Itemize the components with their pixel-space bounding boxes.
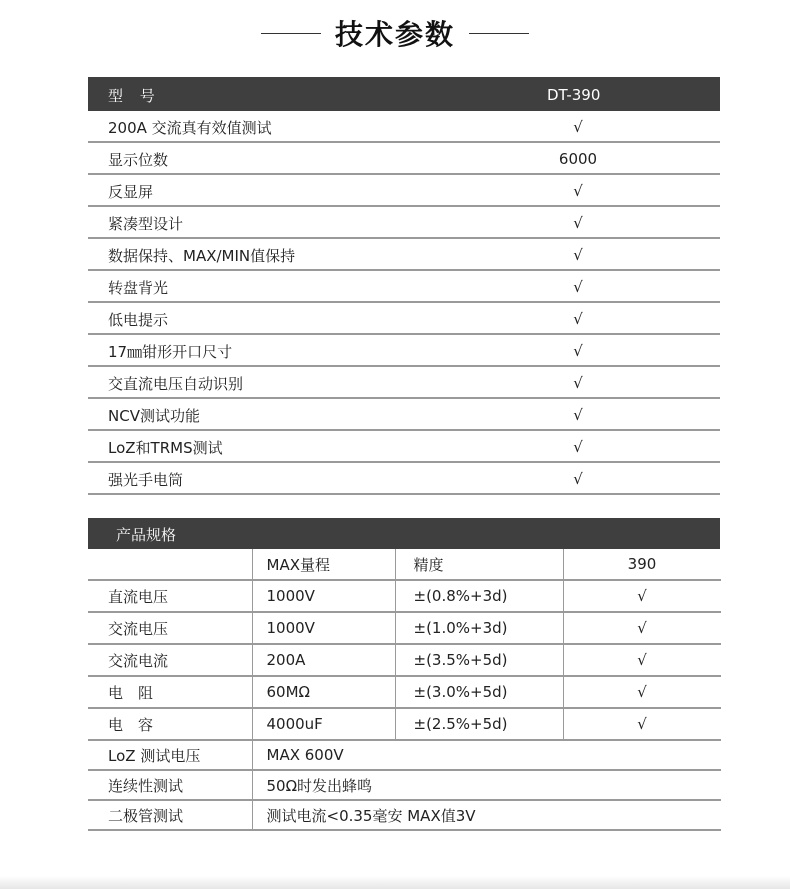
spec-row — [88, 143, 720, 175]
spec-row — [88, 463, 720, 495]
accuracy: ±(0.8%+3d) — [395, 580, 563, 612]
max-range: 200A — [252, 644, 395, 676]
spec-row — [88, 431, 720, 463]
accuracy: ±(3.0%+5d) — [395, 676, 563, 708]
product-spec-extra-row — [88, 800, 721, 830]
column-header-model: 390 — [563, 549, 721, 580]
function-name: 直流电压 — [88, 580, 252, 612]
column-header-range: MAX量程 — [252, 549, 395, 580]
spec-table — [88, 77, 720, 495]
max-range: 60MΩ — [252, 676, 395, 708]
column-header-empty — [88, 549, 252, 580]
spec-row-label: 低电提示 — [108, 311, 169, 329]
spec-row — [88, 271, 720, 303]
model-check: √ — [563, 708, 721, 740]
max-range: 4000uF — [252, 708, 395, 740]
function-name: 连续性测试 — [88, 770, 252, 800]
spec-row — [88, 367, 720, 399]
function-name: 二极管测试 — [88, 800, 252, 830]
function-value: MAX 600V — [252, 740, 721, 770]
spec-header-row — [88, 77, 720, 111]
spec-row-value: 6000 — [558, 150, 598, 168]
spec-row — [88, 175, 720, 207]
max-range: 1000V — [252, 612, 395, 644]
function-name: 电 阻 — [88, 676, 252, 708]
product-spec-title: 产品规格 — [116, 526, 177, 544]
product-spec-row — [88, 676, 721, 708]
title-right-rule — [469, 33, 529, 34]
spec-header-model: DT-390 — [547, 86, 601, 104]
spec-row-value: √ — [573, 470, 583, 488]
spec-row-label: 数据保持、MAX/MIN值保持 — [108, 247, 296, 265]
product-spec-grid — [88, 549, 721, 831]
spec-row-value: √ — [573, 342, 583, 360]
spec-row-value: √ — [573, 406, 583, 424]
spec-row-value: √ — [573, 182, 583, 200]
spec-row-label: 强光手电筒 — [108, 471, 184, 489]
spec-rows — [88, 111, 720, 495]
function-name: 交流电流 — [88, 644, 252, 676]
spec-row-value: √ — [573, 374, 583, 392]
model-check: √ — [563, 676, 721, 708]
spec-row-value: √ — [573, 118, 583, 136]
product-spec-row — [88, 580, 721, 612]
spec-row — [88, 303, 720, 335]
spec-row — [88, 207, 720, 239]
model-check: √ — [563, 644, 721, 676]
spec-header-key: 型 号 — [108, 87, 161, 105]
product-spec-row — [88, 708, 721, 740]
spec-row — [88, 111, 720, 143]
spec-row-value: √ — [573, 310, 583, 328]
spec-row-label: 显示位数 — [108, 151, 169, 169]
model-check: √ — [563, 612, 721, 644]
spec-row — [88, 335, 720, 367]
product-spec-extra-row — [88, 770, 721, 800]
spec-row-label: 反显屏 — [108, 183, 154, 201]
model-check: √ — [563, 580, 721, 612]
spec-row-value: √ — [573, 246, 583, 264]
function-value: 50Ω时发出蜂鸣 — [252, 770, 721, 800]
spec-row-label: NCV测试功能 — [108, 407, 200, 425]
section-title — [0, 10, 790, 56]
accuracy: ±(3.5%+5d) — [395, 644, 563, 676]
product-spec-extra-row — [88, 740, 721, 770]
spec-row-label: 200A 交流真有效值测试 — [108, 119, 272, 137]
function-name: 交流电压 — [88, 612, 252, 644]
max-range: 1000V — [252, 580, 395, 612]
spec-row-value: √ — [573, 214, 583, 232]
column-header-accuracy: 精度 — [395, 549, 563, 580]
spec-row — [88, 399, 720, 431]
product-spec-row — [88, 644, 721, 676]
product-spec-header — [88, 518, 720, 549]
product-spec-table — [88, 518, 720, 831]
product-spec-column-header-row — [88, 549, 721, 580]
spec-row-label: 紧凑型设计 — [108, 215, 184, 233]
accuracy: ±(1.0%+3d) — [395, 612, 563, 644]
spec-row-value: √ — [573, 438, 583, 456]
spec-row-value: √ — [573, 278, 583, 296]
accuracy: ±(2.5%+5d) — [395, 708, 563, 740]
function-name: 电 容 — [88, 708, 252, 740]
function-name: LoZ 测试电压 — [88, 740, 252, 770]
title-left-rule — [261, 33, 321, 34]
spec-row-label: LoZ和TRMS测试 — [108, 439, 223, 457]
spec-row-label: 交直流电压自动识别 — [108, 375, 244, 393]
spec-row-label: 转盘背光 — [108, 279, 169, 297]
page-title: 技术参数 — [334, 18, 455, 51]
spec-row-label: 17㎜钳形开口尺寸 — [108, 343, 233, 361]
function-value: 测试电流<0.35毫安 MAX值3V — [252, 800, 721, 830]
spec-row — [88, 239, 720, 271]
bottom-shadow-band — [0, 876, 790, 889]
product-spec-row — [88, 612, 721, 644]
